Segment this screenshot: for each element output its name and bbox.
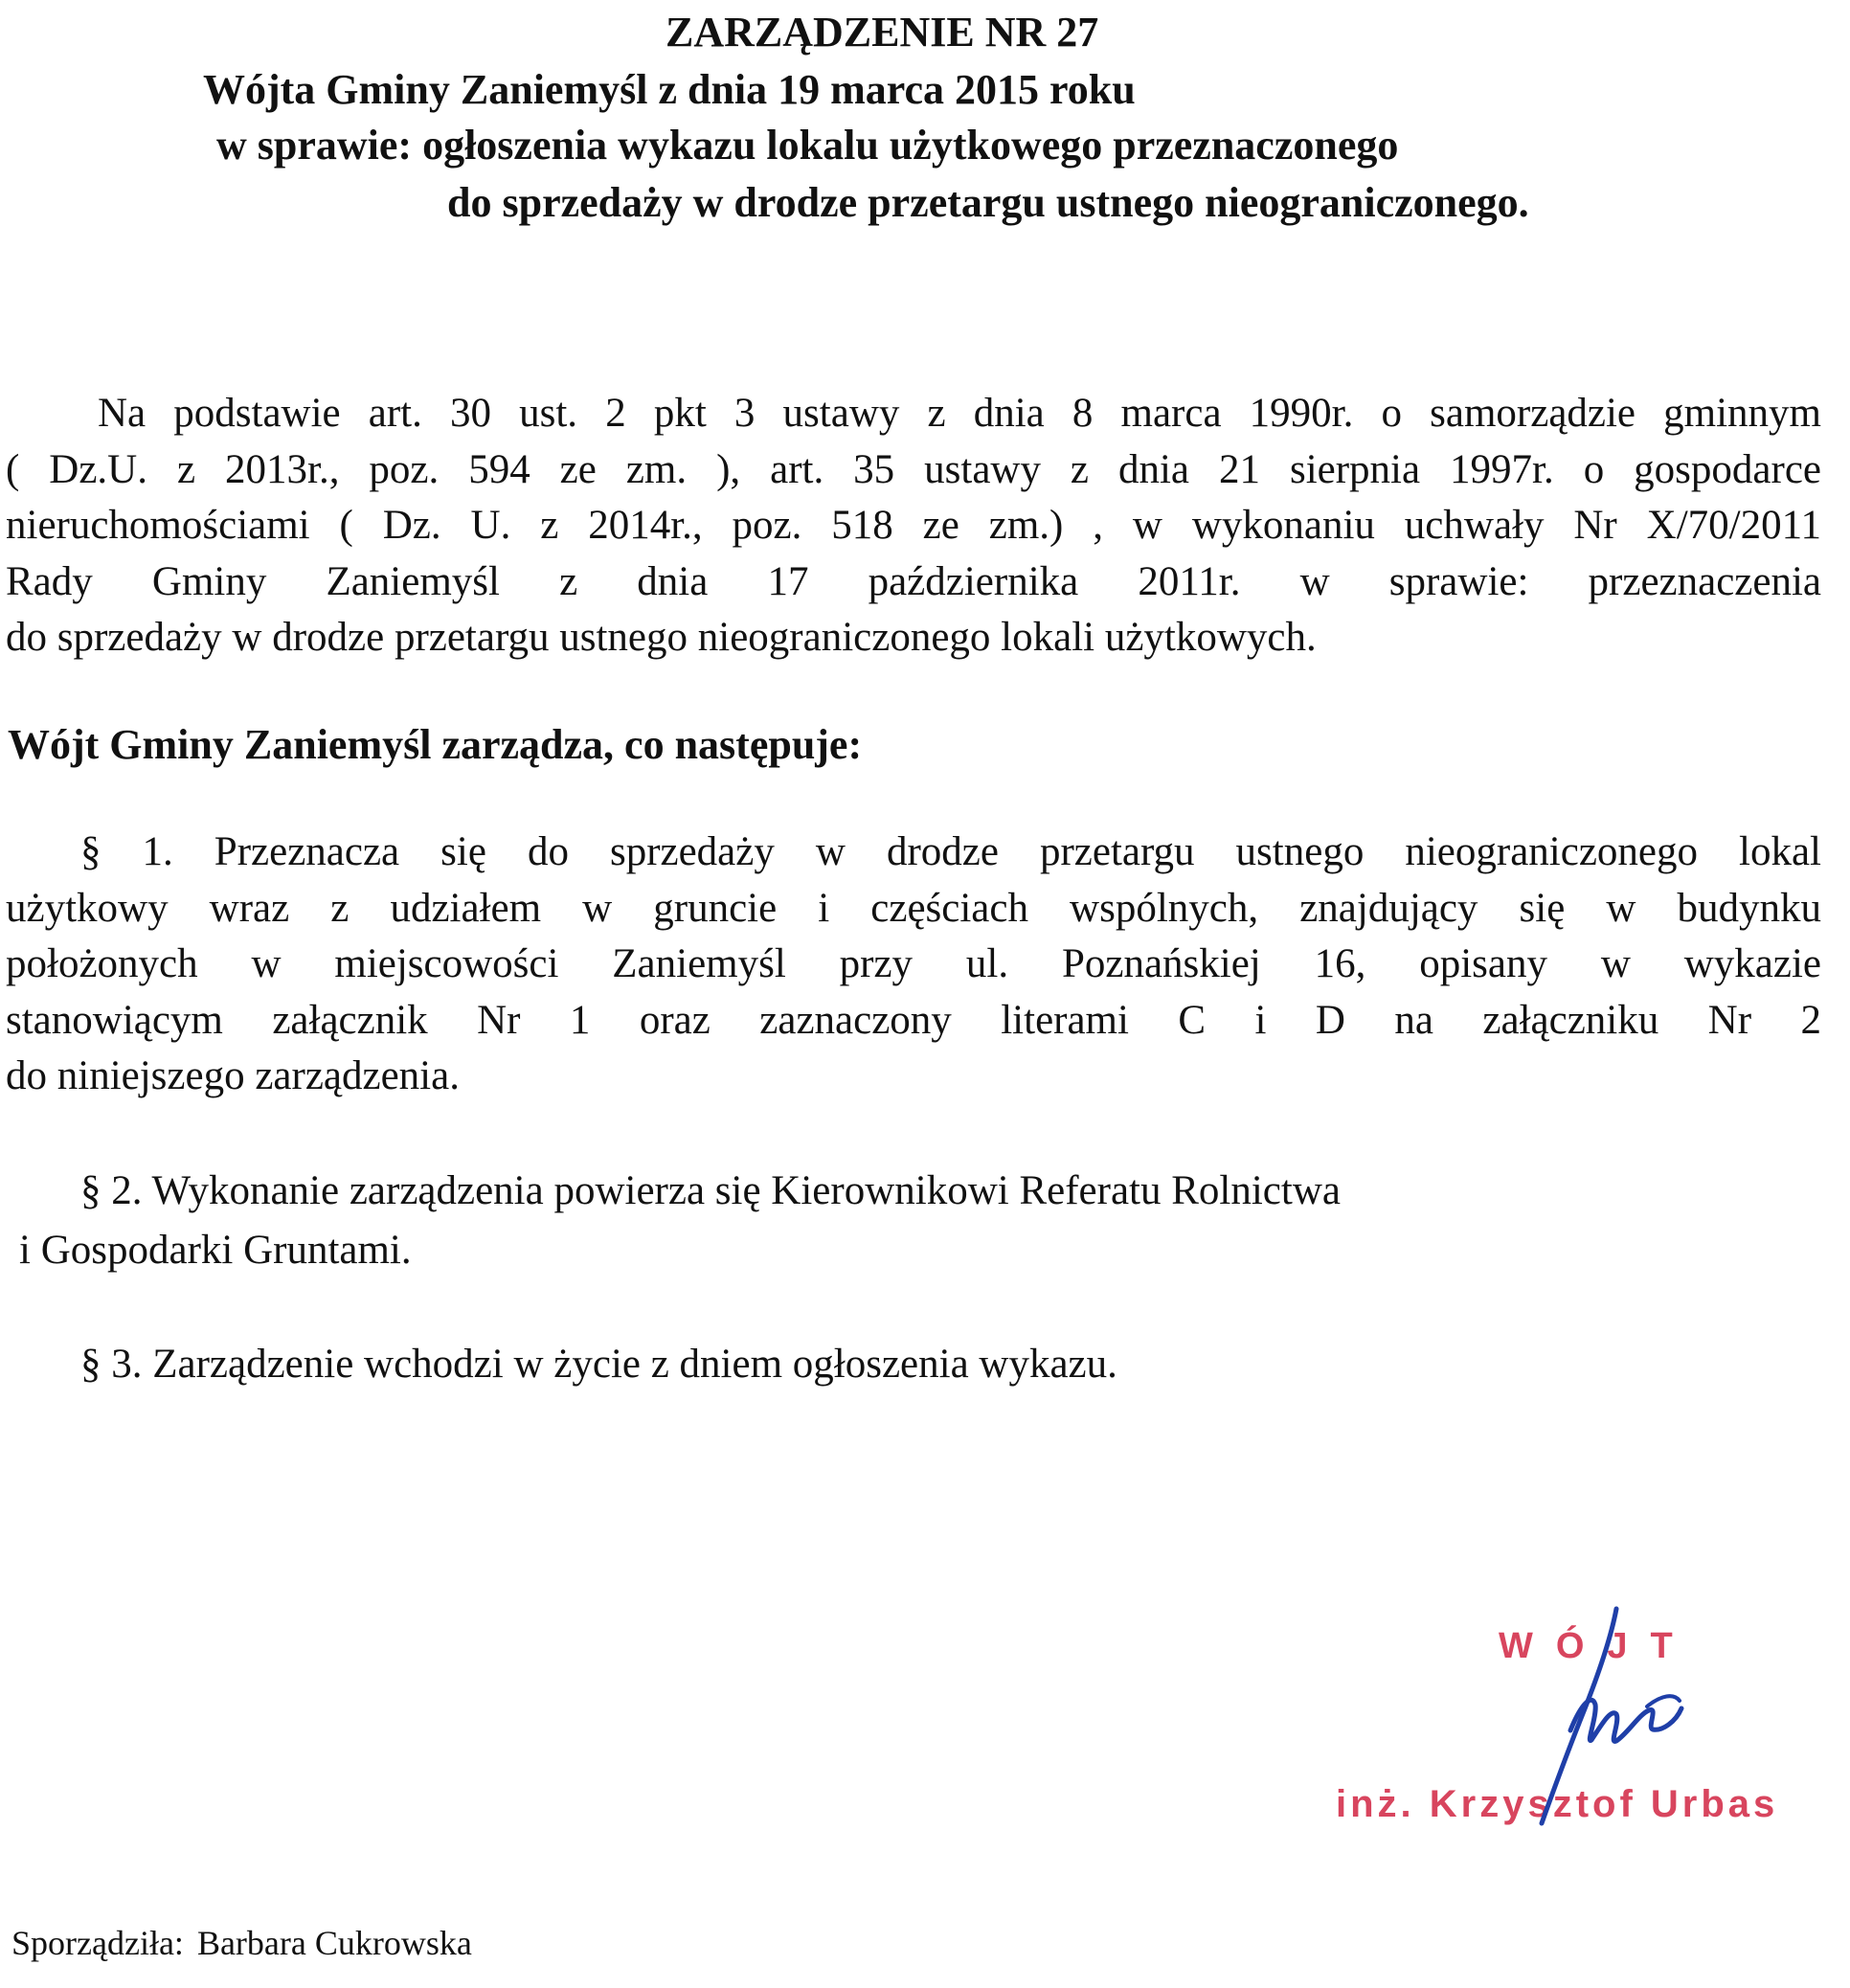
legal-basis-line: ( Dz.U. z 2013r., poz. 594 ze zm. ), art. 35 ustawy z dnia 21 sierpnia 1997r. o gospodarce (6, 446, 1821, 492)
section-2-line-2: i Gospodarki Gruntami. (19, 1228, 412, 1273)
decree-heading: Wójt Gminy Zaniemyśl zarządza, co następuje: (8, 721, 863, 768)
section-1-line: położonych w miejscowości Zaniemyśl przy ul. Poznańskiej 16, opisany w wykazie (6, 941, 1821, 986)
document-subject-line-2: do sprzedaży w drodze przetargu ustnego nieograniczonego. (447, 179, 1529, 226)
section-2-line-1: § 2. Wykonanie zarządzenia powierza się Kierownikowi Referatu Rolnictwa (80, 1168, 1341, 1213)
section-3-paragraph: § 3. Zarządzenie wchodzi w życie z dniem ogłoszenia wykazu. (80, 1342, 1117, 1387)
section-1-line: do niniejszego zarządzenia. (6, 1053, 460, 1098)
document-subject-line-1: w sprawie: ogłoszenia wykazu lokalu użytkowego przeznaczonego (216, 122, 1399, 169)
section-1-line: użytkowy wraz z udziałem w gruncie i częściach wspólnych, znajdujący się w budynku (6, 885, 1821, 931)
section-1-line: § 1. Przeznacza się do sprzedaży w drodze przetargu ustnego nieograniczonego lokal (80, 829, 1821, 874)
section-1-line: stanowiącym załącznik Nr 1 oraz zaznaczony literami C i D na załączniku Nr 2 (6, 997, 1821, 1043)
document-title: ZARZĄDZENIE NR 27 (666, 9, 1099, 56)
legal-basis-line: do sprzedaży w drodze przetargu ustnego nieograniczonego lokali użytkowych. (6, 615, 1317, 660)
handwritten-signature (1503, 1601, 1695, 1831)
legal-basis-paragraph (6, 386, 1821, 666)
stamp-title: WÓJT (1499, 1626, 1696, 1666)
document-issuer-date: Wójta Gminy Zaniemyśl z dnia 19 marca 2015 roku (203, 66, 1136, 113)
prepared-by (11, 1926, 472, 1960)
legal-basis-line: Na podstawie art. 30 ust. 2 pkt 3 ustawy z dnia 8 marca 1990r. o samorządzie gminnym (98, 391, 1821, 436)
legal-basis-line: nieruchomościami ( Dz. U. z 2014r., poz. 518 ze zm.) , w wykonaniu uchwały Nr X/70/2011 (6, 503, 1821, 548)
prepared-by-name: Barbara Cukrowska (196, 1924, 472, 1962)
prepared-by-label: Sporządziła: (11, 1924, 184, 1962)
legal-basis-line: Rady Gminy Zaniemyśl z dnia 17 października 2011r. w sprawie: przeznaczenia (6, 558, 1821, 604)
stamp-name: inż. Krzysztof Urbas (1336, 1783, 1779, 1825)
section-1-paragraph (6, 825, 1821, 1105)
